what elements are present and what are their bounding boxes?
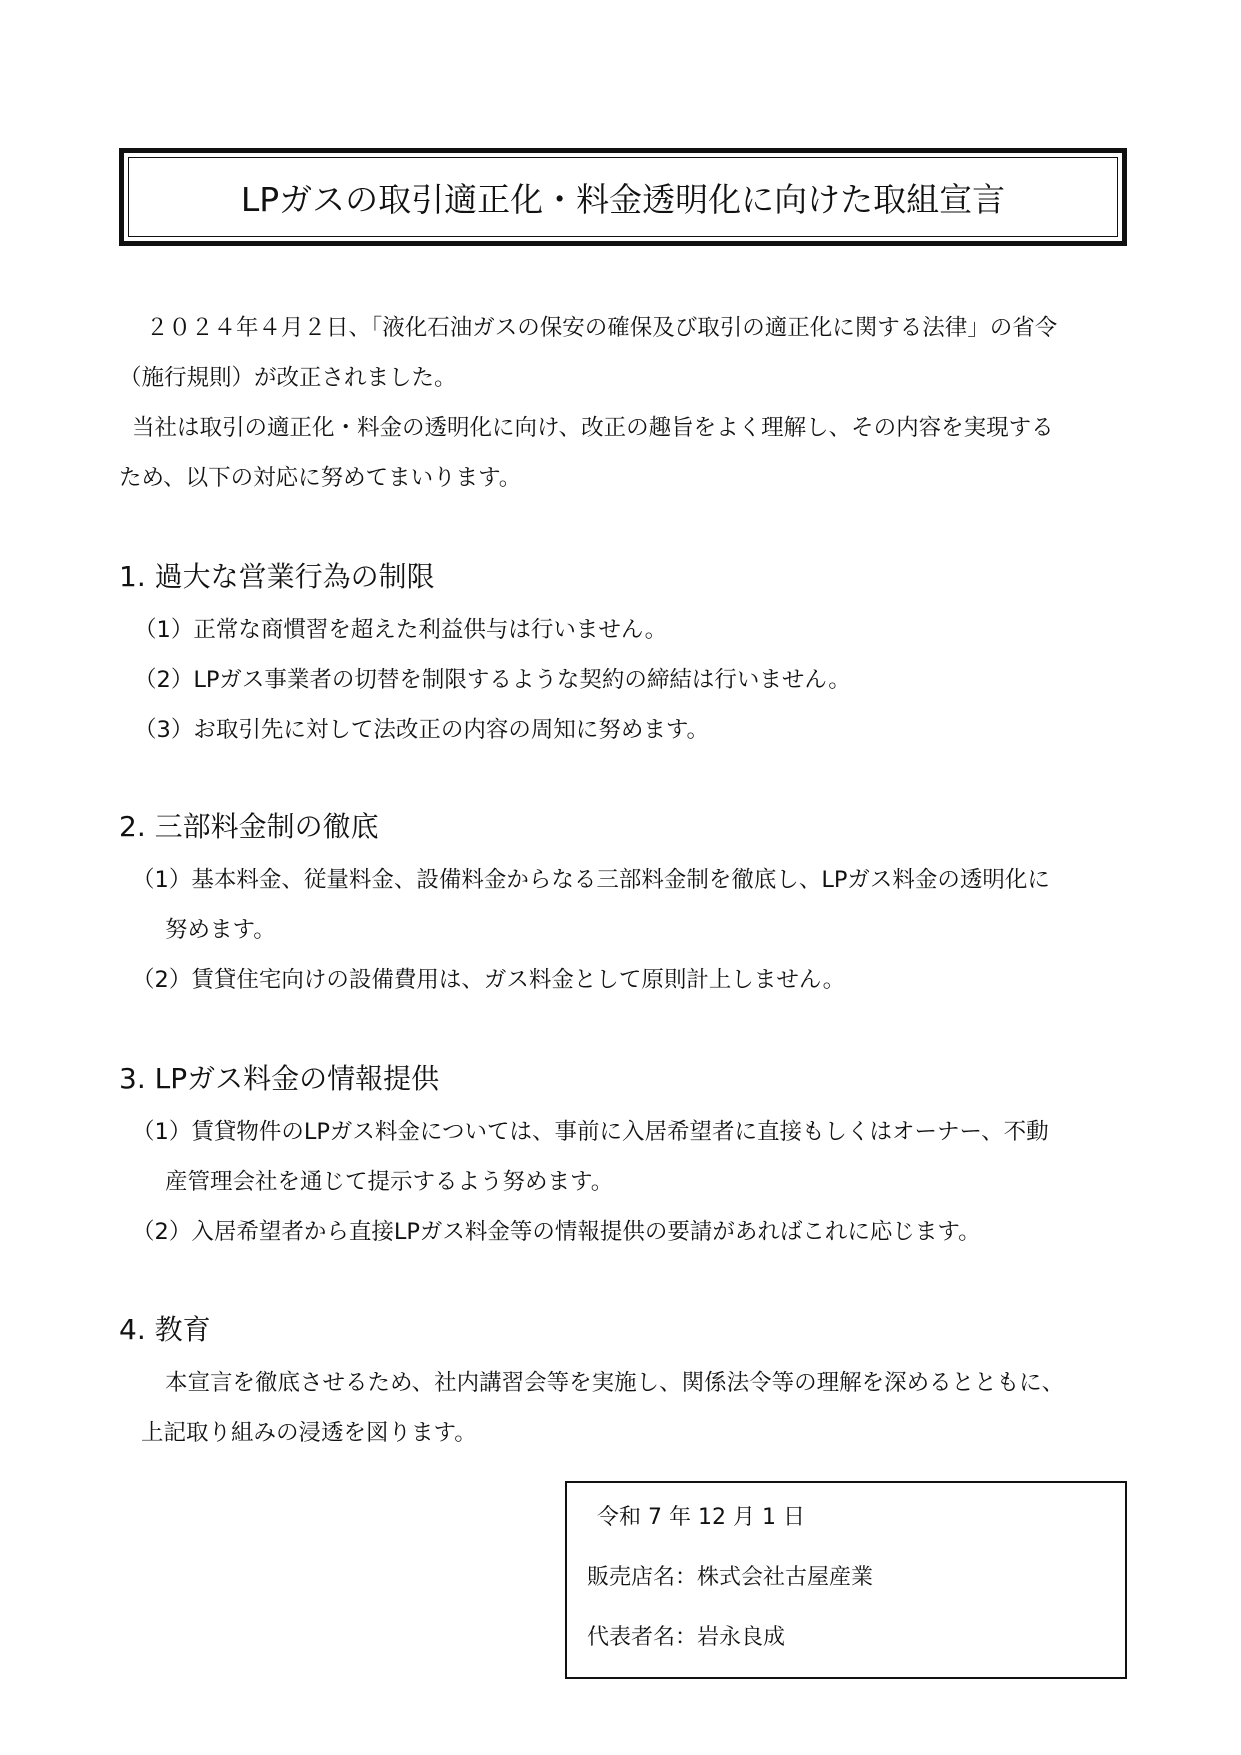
section-1-heading: 1. 過大な営業行為の制限 — [119, 560, 435, 593]
section-1-item-2: （2）LPガス事業者の切替を制限するような契約の締結は行いません。 — [134, 667, 851, 693]
signature-box — [565, 1481, 1127, 1679]
section-2-item-1-cont: 努めます。 — [165, 917, 276, 943]
signature-date: 令和 7 年 12 月 1 日 — [597, 1505, 805, 1530]
document-title: LPガスの取引適正化・料金透明化に向けた取組宣言 — [240, 179, 1006, 219]
section-1-item-1: （1）正常な商慣習を超えた利益供与は行いません。 — [134, 617, 668, 643]
signature-dealer: 販売店名：株式会社古屋産業 — [587, 1565, 874, 1590]
section-4-line-2: 上記取り組みの浸透を図ります。 — [141, 1420, 477, 1446]
signature-representative: 代表者名：岩永良成 — [587, 1625, 786, 1650]
title-inner-border — [128, 157, 1118, 237]
section-2-item-1: （1）基本料金、従量料金、設備料金からなる三部料金制を徹底し、LPガス料金の透明化に — [132, 867, 1050, 893]
intro-line-2: （施行規則）が改正されました。 — [119, 365, 457, 391]
title-box — [119, 148, 1127, 246]
intro-line-4: ため、以下の対応に努めてまいります。 — [119, 465, 522, 491]
section-3-item-2: （2）入居希望者から直接LPガス料金等の情報提供の要請があればこれに応じます。 — [132, 1219, 981, 1245]
section-3-item-1: （1）賃貸物件のLPガス料金については、事前に入居希望者に直接もしくはオーナー、不動 — [132, 1119, 1049, 1145]
section-3-heading: 3. LPガス料金の情報提供 — [119, 1062, 440, 1095]
section-4-line-1: 本宣言を徹底させるため、社内講習会等を実施し、関係法令等の理解を深めるとともに、 — [165, 1370, 1065, 1396]
section-1-item-3: （3）お取引先に対して法改正の内容の周知に努めます。 — [134, 717, 710, 743]
section-2-heading: 2. 三部料金制の徹底 — [119, 810, 379, 843]
section-3-item-1-cont: 産管理会社を通じて提示するよう努めます。 — [165, 1169, 614, 1195]
section-4-heading: 4. 教育 — [119, 1313, 211, 1346]
intro-line-1: ２０２４年４月２日、「液化石油ガスの保安の確保及び取引の適正化に関する法律」の省令 — [146, 315, 1058, 341]
section-2-item-2: （2）賃貸住宅向けの設備費用は、ガス料金として原則計上しません。 — [132, 967, 846, 993]
intro-line-3: 当社は取引の適正化・料金の透明化に向け、改正の趣旨をよく理解し、その内容を実現する — [132, 415, 1054, 441]
